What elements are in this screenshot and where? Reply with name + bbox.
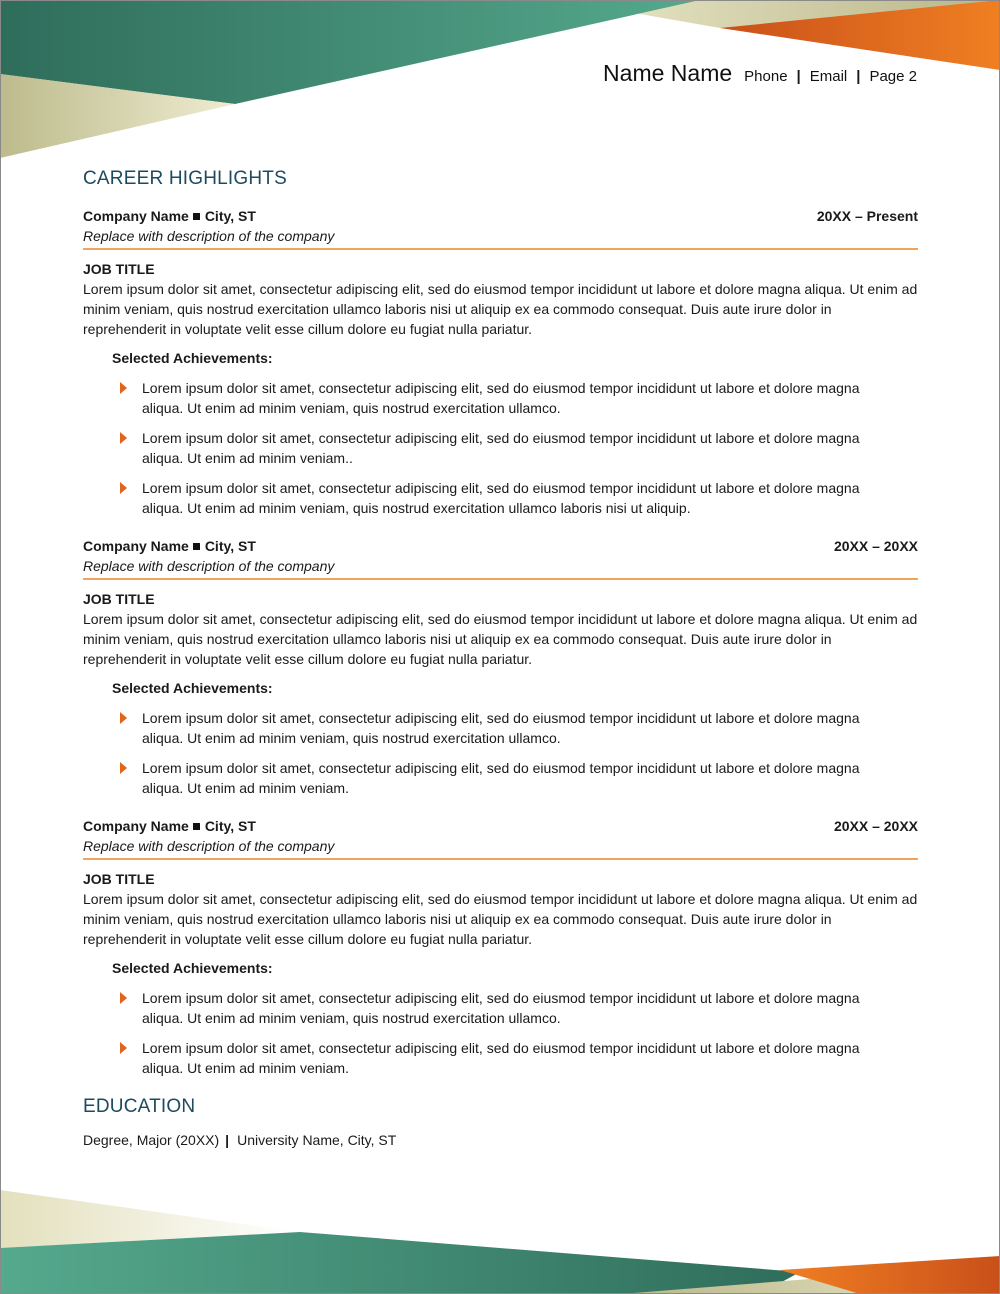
page-header — [603, 60, 917, 87]
job-dates: 20XX – Present — [816, 208, 918, 224]
triangle-bullet-icon — [120, 1042, 127, 1054]
achievements-heading: Selected Achievements: — [112, 960, 273, 976]
triangle-bullet-icon — [120, 712, 127, 724]
job-summary: Lorem ipsum dolor sit amet, consectetur adipiscing elit, sed do eiusmod tempor incididunt ut labore et dolore magna aliqua. Ut enim ad minim veniam, quis nostrud exercitation ullamco laboris nisi ut aliquip ex ea commodo consequat. Duis aute irure dolor in reprehenderit in voluptate velit esse cillum dolore eu fugiat nulla pariatur. — [83, 281, 918, 337]
company-description: Replace with description of the company — [83, 836, 918, 860]
job-summary: Lorem ipsum dolor sit amet, consectetur adipiscing elit, sed do eiusmod tempor incididunt ut labore et dolore magna aliqua. Ut enim ad minim veniam, quis nostrud exercitation ullamco laboris nisi ut aliquip ex ea commodo consequat. Duis aute irure dolor in reprehenderit in voluptate velit esse cillum dolore eu fugiat nulla pariatur. — [83, 611, 918, 667]
achievement-item — [142, 708, 918, 748]
job-dates: 20XX – 20XX — [833, 538, 918, 554]
achievement-text: Lorem ipsum dolor sit amet, consectetur adipiscing elit, sed do eiusmod tempor incididunt ut labore et dolore magna aliqua. Ut enim ad minim veniam. — [142, 1040, 860, 1076]
job-summary: Lorem ipsum dolor sit amet, consectetur adipiscing elit, sed do eiusmod tempor incididunt ut labore et dolore magna aliqua. Ut enim ad minim veniam, quis nostrud exercitation ullamco laboris nisi ut aliquip ex ea commodo consequat. Duis aute irure dolor in reprehenderit in voluptate velit esse cillum dolore eu fugiat nulla pariatur. — [83, 891, 918, 947]
company-description: Replace with description of the company — [83, 226, 918, 250]
achievement-text: Lorem ipsum dolor sit amet, consectetur adipiscing elit, sed do eiusmod tempor incididunt ut labore et dolore magna aliqua. Ut enim ad minim veniam, quis nostrud exercitation ullamco. — [142, 990, 860, 1026]
triangle-bullet-icon — [120, 482, 127, 494]
achievement-item — [142, 478, 918, 518]
square-bullet-icon — [193, 213, 200, 220]
job-title: JOB TITLE — [83, 871, 155, 887]
square-bullet-icon — [193, 823, 200, 830]
bottom-decorative-band — [0, 1190, 1000, 1294]
education-section — [83, 1096, 918, 1150]
education-entry — [83, 1130, 918, 1150]
job-entry — [83, 816, 918, 1078]
career-highlights-heading: CAREER HIGHLIGHTS — [83, 168, 287, 189]
triangle-bullet-icon — [120, 992, 127, 1004]
achievement-item — [142, 378, 918, 418]
achievements-heading: Selected Achievements: — [112, 350, 273, 366]
achievements-list — [83, 708, 918, 798]
job-entry — [83, 536, 918, 798]
achievement-item — [142, 988, 918, 1028]
education-heading: EDUCATION — [83, 1096, 196, 1117]
company-line — [83, 206, 256, 226]
company-line — [83, 816, 256, 836]
job-title: JOB TITLE — [83, 591, 155, 607]
job-title: JOB TITLE — [83, 261, 155, 277]
school-text: University Name, City, ST — [237, 1132, 397, 1148]
resume-body — [83, 168, 918, 1150]
achievement-item — [142, 1038, 918, 1078]
achievements-heading: Selected Achievements: — [112, 680, 273, 696]
achievement-text: Lorem ipsum dolor sit amet, consectetur adipiscing elit, sed do eiusmod tempor incididunt ut labore et dolore magna aliqua. Ut enim ad minim veniam, quis nostrud exercitation ullamco. — [142, 710, 860, 746]
triangle-bullet-icon — [120, 762, 127, 774]
phone-text: Phone — [744, 68, 788, 85]
company-line — [83, 536, 256, 556]
triangle-bullet-icon — [120, 432, 127, 444]
achievement-text: Lorem ipsum dolor sit amet, consectetur adipiscing elit, sed do eiusmod tempor incididunt ut labore et dolore magna aliqua. Ut enim ad minim veniam, quis nostrud exercitation ullamco laboris nisi ut aliquip. — [142, 480, 860, 516]
job-dates: 20XX – 20XX — [833, 818, 918, 834]
company-name: Company Name — [83, 818, 189, 834]
page-number: Page 2 — [869, 68, 917, 85]
achievement-item — [142, 758, 918, 798]
company-location: City, ST — [204, 818, 256, 834]
company-location: City, ST — [204, 208, 256, 224]
achievement-item — [142, 428, 918, 468]
company-name: Company Name — [83, 538, 189, 554]
company-name: Company Name — [83, 208, 189, 224]
company-location: City, ST — [204, 538, 256, 554]
achievement-text: Lorem ipsum dolor sit amet, consectetur adipiscing elit, sed do eiusmod tempor incididunt ut labore et dolore magna aliqua. Ut enim ad minim veniam.. — [142, 430, 860, 466]
education-separator: | — [225, 1132, 230, 1148]
square-bullet-icon — [193, 543, 200, 550]
achievements-list — [83, 988, 918, 1078]
header-separator: | — [796, 68, 801, 85]
achievement-text: Lorem ipsum dolor sit amet, consectetur adipiscing elit, sed do eiusmod tempor incididunt ut labore et dolore magna aliqua. Ut enim ad minim veniam, quis nostrud exercitation ullamco. — [142, 380, 860, 416]
email-text: Email — [809, 68, 848, 85]
candidate-name: Name Name — [603, 60, 733, 86]
header-separator: | — [856, 68, 861, 85]
triangle-bullet-icon — [120, 382, 127, 394]
achievement-text: Lorem ipsum dolor sit amet, consectetur adipiscing elit, sed do eiusmod tempor incididunt ut labore et dolore magna aliqua. Ut enim ad minim veniam. — [142, 760, 860, 796]
achievements-list — [83, 378, 918, 518]
company-description: Replace with description of the company — [83, 556, 918, 580]
degree-text: Degree, Major (20XX) — [83, 1132, 220, 1148]
job-entry — [83, 206, 918, 518]
